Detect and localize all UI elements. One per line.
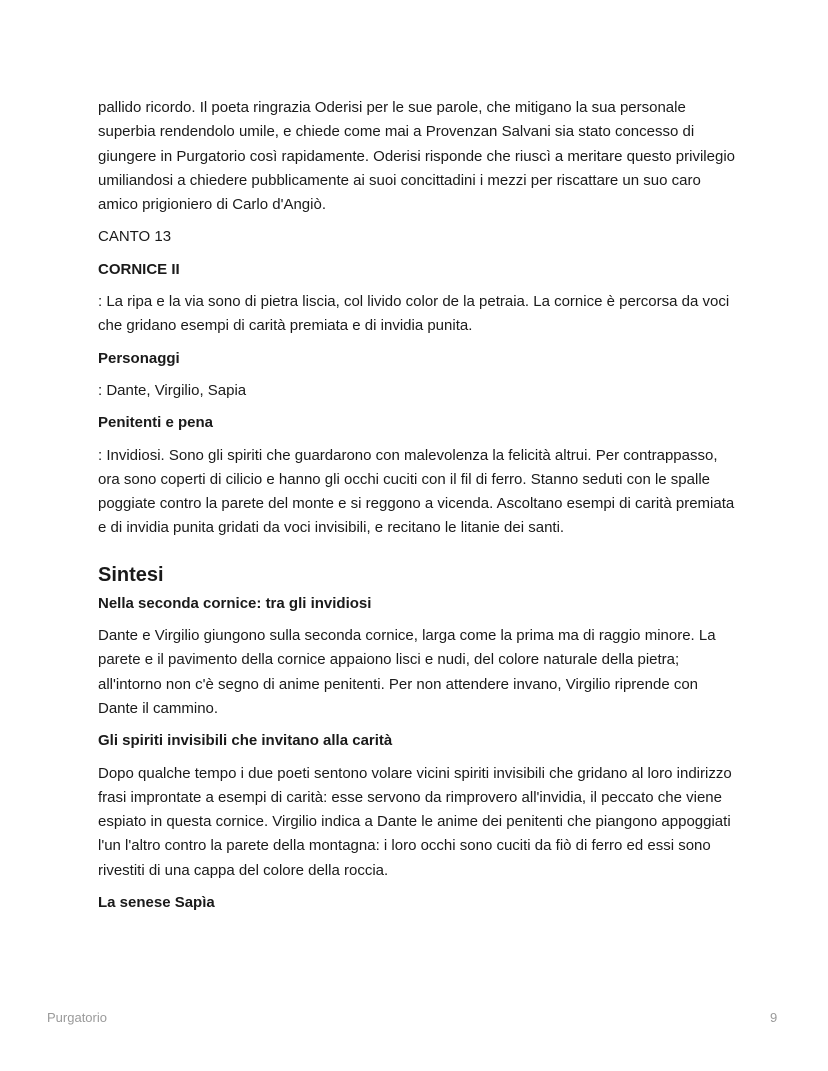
personaggi-text: : Dante, Virgilio, Sapia	[98, 381, 247, 399]
intro-paragraph: pallido ricordo. Il poeta ringrazia Oderisi per le sue parole, che mitigano la sua personale superbia rendendolo umile, e chiede come mai a Provenzan Salvani sia stato concesso di giungere in Purgatorio così rapidamente. Oderisi risponde che riuscì a meritare questo privilegio umiliandosi a chiedere pubblicamente ai suoi concittadini i mezzi per riscattare un suo caro amico prigioniero di Carlo d'Angiò.	[98, 99, 735, 214]
page-number: 9	[770, 1010, 778, 1025]
sintesi-heading: Sintesi	[98, 563, 164, 586]
penitenti-text: : Invidiosi. Sono gli spiriti che guardarono con malevolenza la felicità altrui. Per contrappasso, ora sono coperti di cilicio e hanno gli occhi cuciti con il fil di ferro. Stanno seduti con le spalle poggiate contro la parete del monte e si reggono a vicenda. Ascoltano esempi di carità premiata e di invidia punita gridati da voci invisibili, e recitano le litanie dei santi.	[98, 446, 735, 537]
section-title-1: Nella seconda cornice: tra gli invidiosi	[98, 594, 372, 612]
section-title-3: La senese Sapìa	[98, 894, 215, 912]
section-text-2: Dopo qualche tempo i due poeti sentono volare vicini spiriti invisibili che gridano al loro indirizzo frasi improntate a esempi di carità: esse servono da rimprovero all'invidia, il peccato che viene espiato in questa cornice. Virgilio indica a Dante le anime dei penitenti che piangono appoggiati l'un l'altro contro la parete della montagna: i loro occhi sono cuciti da fiò di ferro ed essi sono rivestiti di una cappa del colore della roccia.	[98, 764, 732, 879]
canto-number: CANTO 13	[98, 228, 172, 246]
page-content	[98, 96, 738, 923]
cornice-label: CORNICE II	[98, 260, 180, 278]
cornice-text: : La ripa e la via sono di pietra liscia, col livido color de la petraia. La cornice è percorsa da voci che gridano esempi di carità premiata e di invidia punita.	[98, 293, 730, 335]
penitenti-label: Penitenti e pena	[98, 414, 214, 432]
personaggi-label: Personaggi	[98, 349, 180, 367]
section-title-2: Gli spiriti invisibili che invitano alla carità	[98, 732, 393, 750]
section-text-1: Dante e Virgilio giungono sulla seconda cornice, larga come la prima ma di raggio minore. La parete e il pavimento della cornice appaiono lisci e nudi, del colore naturale della pietra; all'intorno non c'è segno di anime penitenti. Per non attendere invano, Virgilio riprende con Dante il cammino.	[98, 627, 716, 717]
footer-title: Purgatorio	[47, 1010, 107, 1025]
